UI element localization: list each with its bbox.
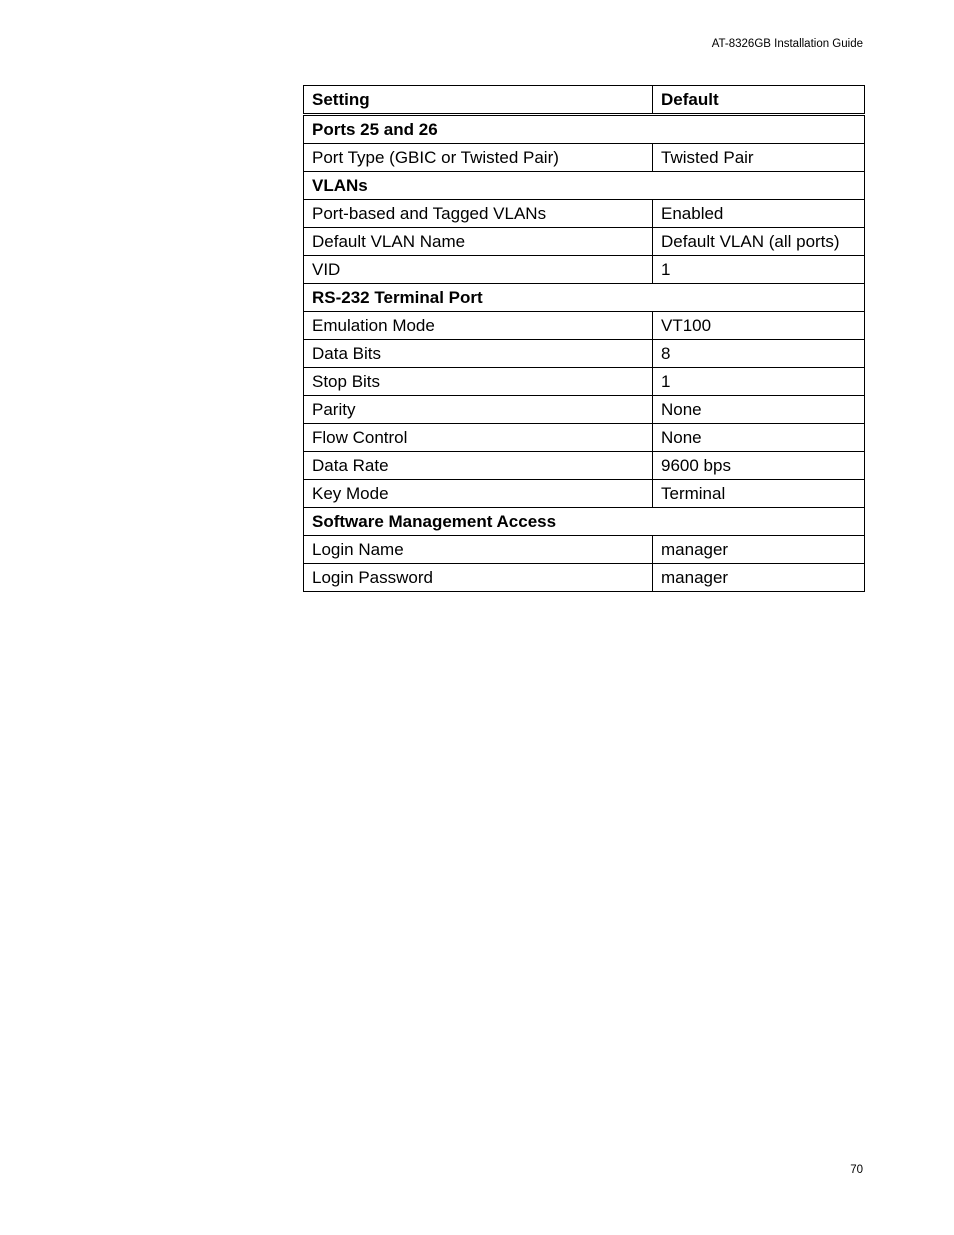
column-header-setting: Setting <box>304 86 653 115</box>
table-row <box>304 480 865 508</box>
running-header: AT-8326GB Installation Guide <box>711 38 863 50</box>
default-value-cell: None <box>653 396 865 424</box>
section-row <box>304 115 865 144</box>
table-row <box>304 200 865 228</box>
table-row <box>304 256 865 284</box>
setting-cell: Key Mode <box>304 480 653 508</box>
default-settings-table <box>303 85 865 592</box>
setting-cell: Port-based and Tagged VLANs <box>304 200 653 228</box>
setting-cell: Default VLAN Name <box>304 228 653 256</box>
default-value-cell: 1 <box>653 368 865 396</box>
default-value-cell: Twisted Pair <box>653 144 865 172</box>
table-row <box>304 424 865 452</box>
table-header <box>304 86 865 115</box>
setting-cell: Data Bits <box>304 340 653 368</box>
default-value-cell: Default VLAN (all ports) <box>653 228 865 256</box>
page-number: 70 <box>850 1164 863 1176</box>
table-header-row <box>304 86 865 115</box>
setting-cell: Emulation Mode <box>304 312 653 340</box>
setting-cell: Stop Bits <box>304 368 653 396</box>
setting-cell: Data Rate <box>304 452 653 480</box>
column-header-default: Default <box>653 86 865 115</box>
section-row <box>304 172 865 200</box>
table-row <box>304 368 865 396</box>
setting-cell: Port Type (GBIC or Twisted Pair) <box>304 144 653 172</box>
default-value-cell: 8 <box>653 340 865 368</box>
setting-cell: Login Name <box>304 536 653 564</box>
default-value-cell: manager <box>653 536 865 564</box>
default-value-cell: manager <box>653 564 865 592</box>
table-body <box>304 115 865 592</box>
section-row <box>304 284 865 312</box>
section-heading: Software Management Access <box>304 508 865 536</box>
default-value-cell: 9600 bps <box>653 452 865 480</box>
setting-cell: VID <box>304 256 653 284</box>
table-row <box>304 452 865 480</box>
section-heading: Ports 25 and 26 <box>304 115 865 144</box>
default-value-cell: VT100 <box>653 312 865 340</box>
default-value-cell: None <box>653 424 865 452</box>
table-row <box>304 536 865 564</box>
table-row <box>304 228 865 256</box>
table-row <box>304 564 865 592</box>
setting-cell: Flow Control <box>304 424 653 452</box>
setting-cell: Login Password <box>304 564 653 592</box>
default-value-cell: 1 <box>653 256 865 284</box>
default-value-cell: Terminal <box>653 480 865 508</box>
table-row <box>304 312 865 340</box>
default-value-cell: Enabled <box>653 200 865 228</box>
table-row <box>304 396 865 424</box>
setting-cell: Parity <box>304 396 653 424</box>
section-heading: VLANs <box>304 172 865 200</box>
section-heading: RS-232 Terminal Port <box>304 284 865 312</box>
table-row <box>304 144 865 172</box>
section-row <box>304 508 865 536</box>
table-row <box>304 340 865 368</box>
